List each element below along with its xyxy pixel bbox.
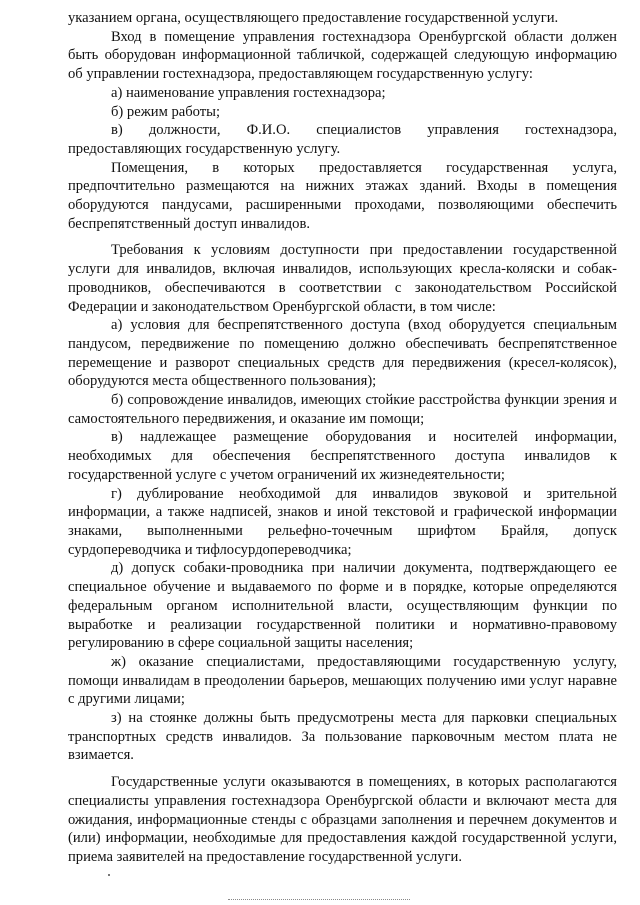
list-item-zh-assistance: ж) оказание специалистами, предоставляющими государственную услугу, помощи инвалидам в преодолении барьеров, мешающих получению ими услуг наравне с другими лицами; — [68, 653, 617, 708]
list-item-a-access-conditions: а) условия для беспрепятственного доступа (вход оборудуется специальным пандусом, передвижение по помещению должно обеспечивать беспрепятственное перемещение и разворот специальных средств для передвижения (кресел-колясок), оборудуются места общественного пользования); — [68, 317, 617, 390]
list-item-v-staff: в) должности, Ф.И.О. специалистов управления гостехнадзора, предоставляющих государственную услугу. — [68, 122, 617, 157]
paragraph-entrance-signage: Вход в помещение управления гостехнадзора Оренбургской области должен быть оборудован информационной табличкой, содержащей следующую информацию об управлении гостехнадзора, предоставляющем государственную услугу: — [68, 28, 617, 83]
paragraph-continuation: указанием органа, осуществляющего предоставление государственной услуги. — [68, 10, 559, 26]
list-item-a-name: а) наименование управления гостехнадзора; — [111, 84, 386, 101]
paragraph-premises: Помещения, в которых предоставляется государственная услуга, предпочтительно размещаются на нижних этажах зданий. Входы в помещения оборудуются пандусами, расширенными проходами, позволяющими обеспечить беспрепятственный доступ инвалидов. — [68, 159, 617, 232]
list-item-b-schedule: б) режим работы; — [111, 103, 221, 120]
paragraph-service-premises: Государственные услуги оказываются в помещениях, в которых располагаются специалисты управления гостехнадзора Оренбургской области и включают места для ожидания, информационные стенды с образцами заполнения и перечнем документов и (или) информации, необходимые для предоставления каждой государственной услуги, приема заявителей на предоставление государственной услуги. — [68, 774, 617, 865]
list-item-v-equipment: в) надлежащее размещение оборудования и носителей информации, необходимых для обеспечения беспрепятственного доступа инвалидов к государственной услуге с учетом ограничений их жизнедеятельности; — [68, 429, 617, 483]
document-page — [68, 9, 617, 867]
list-item-z-parking: з) на стоянке должны быть предусмотрены места для парковки специальных транспортных средств инвалидов. За пользование парковочным местом плата не взимается. — [68, 710, 617, 764]
list-item-d-guide-dog: д) допуск собаки-проводника при наличии документа, подтверждающего ее специальное обучение и выдаваемого по форме и в порядке, которые определяются федеральным органом исполнительной власти, осуществляющим функции по выработке и реализации государственной политики и нормативно-правовому регулированию в сфере социальной защиты населения; — [68, 560, 617, 652]
scan-speck — [108, 874, 110, 876]
paragraph-accessibility-requirements: Требования к условиям доступности при предоставлении государственной услуги для инвалидов, включая инвалидов, использующих кресла-коляски и собак-проводников, обеспечиваются в соответствии с законодательством Российской Федерации и законодательством Оренбургской области, в том числе: — [68, 242, 617, 315]
page-bottom-rule — [228, 899, 410, 901]
list-item-g-duplication: г) дублирование необходимой для инвалидов звуковой и зрительной информации, а также надписей, знаков и иной текстовой и графической информации знаками, выполненными рельефно-точечным шрифтом Брайля, допуск сурдопереводчика и тифлосурдопереводчика; — [68, 485, 617, 558]
list-item-b-escort: б) сопровождение инвалидов, имеющих стойкие расстройства функции зрения и самостоятельного передвижения, и оказание им помощи; — [68, 392, 617, 427]
